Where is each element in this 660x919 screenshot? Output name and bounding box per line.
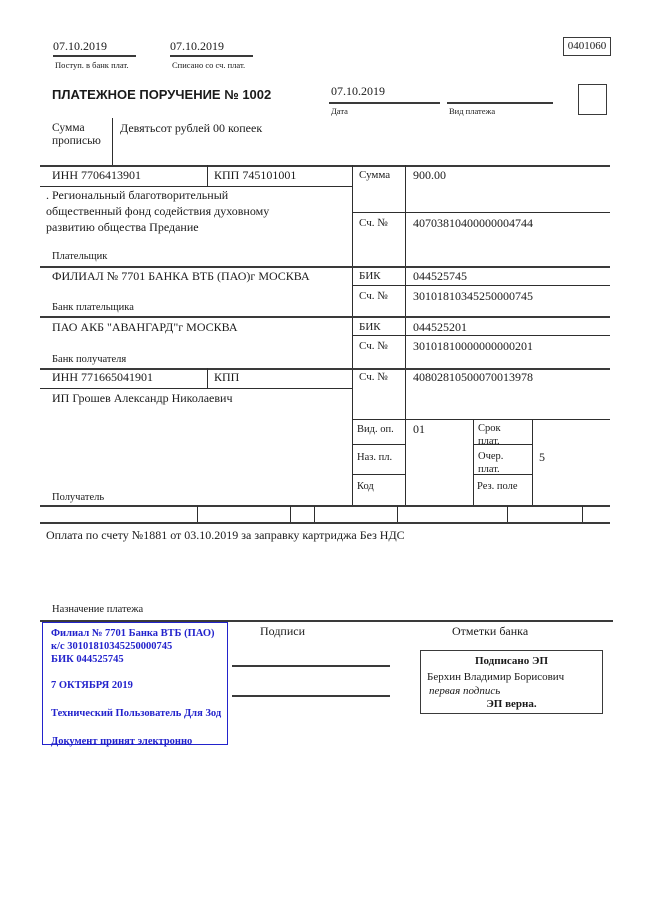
op-reserve-label: Рез. поле [477, 481, 518, 492]
beneficiary-inn-row-line [40, 388, 352, 389]
budget-cell-divider [582, 506, 583, 522]
op-type-label: Вид. оп. [357, 424, 394, 435]
payer-kpp: КПП 745101001 [214, 168, 297, 182]
beneficiary-section-line [40, 505, 610, 507]
payer-bank-bik-line [352, 285, 610, 286]
beneficiary-account: 40802810500070013978 [413, 370, 533, 384]
esign-valid: ЭП верна. [486, 698, 537, 710]
stamp-bank-name: Филиал № 7701 Банка ВТБ (ПАО) [51, 628, 215, 639]
received-underline [53, 55, 136, 57]
payer-inn-row-line [40, 186, 352, 187]
beneficiary-section-label: Получатель [52, 492, 105, 503]
signatures-label: Подписи [260, 624, 306, 638]
payer-name-line: . Региональный благотворительный [46, 188, 229, 202]
payer-inn: ИНН 7706413901 [52, 168, 141, 182]
payment-type-label: Вид платежа [449, 106, 496, 116]
beneficiary-bank-account: 30101810000000000201 [413, 339, 533, 353]
budget-cell-divider [397, 506, 398, 522]
op-table-divider-2 [532, 419, 533, 506]
op-order-label: Очер. плат. [478, 451, 504, 475]
beneficiary-bank-bik: 044525201 [413, 320, 467, 334]
signature-line-2 [232, 695, 390, 697]
payment-purpose-text: Оплата по счету №1881 от 03.10.2019 за заправку картриджа Без НДС [46, 528, 405, 542]
op-table-divider-1 [473, 419, 474, 506]
stamp-bik: БИК 044525745 [51, 654, 124, 665]
sum-label: Сумма [359, 169, 391, 181]
beneficiary-name: ИП Грошев Александр Николаевич [52, 391, 233, 405]
esign-note: первая подпись [429, 685, 501, 697]
stamp-date: 7 ОКТЯБРЯ 2019 [51, 680, 133, 691]
payer-bank-bik-label: БИК [359, 270, 381, 282]
payer-section-line [40, 266, 610, 268]
signature-line-1 [232, 665, 390, 667]
payment-purpose-label: Назначение платежа [52, 604, 144, 615]
op-term-label: Срок плат. [478, 423, 501, 447]
beneficiary-bank-bik-label: БИК [359, 321, 381, 333]
beneficiary-inn: ИНН 771665041901 [52, 370, 153, 384]
beneficiary-bank-name: ПАО АКБ "АВАНГАРД"г МОСКВА [52, 320, 238, 334]
esign-title: Подписано ЭП [474, 655, 549, 667]
received-in-bank-label: Поступ. в банк плат. [55, 60, 129, 70]
stamp-accepted: Документ принят электронно [51, 736, 193, 747]
budget-row-bottom-line [40, 522, 610, 524]
esign-box [420, 650, 603, 714]
date-underline [329, 102, 440, 104]
op-code-label: Код [357, 481, 374, 492]
esign-signer-name: Берхин Владимир Борисович [427, 671, 565, 683]
document-date: 07.10.2019 [331, 84, 385, 98]
amount-in-words-label: Сумма прописью [52, 122, 101, 147]
debited-from-account-date: 07.10.2019 [170, 39, 224, 53]
sum-value: 900.00 [413, 168, 446, 182]
debited-from-account-label: Списано со сч. плат. [172, 60, 246, 70]
sum-row-line [352, 212, 610, 213]
debited-underline [170, 55, 253, 57]
op-row-line-2a [352, 474, 405, 475]
payment-type-underline [447, 102, 553, 104]
payer-bank-account: 30101810345250000745 [413, 289, 533, 303]
form-code-box: 0401060 [563, 37, 611, 56]
op-order-value: 5 [539, 450, 545, 464]
beneficiary-bank-section-label: Банк получателя [52, 354, 127, 365]
payment-type-box [578, 84, 607, 115]
op-purpose-code-label: Наз. пл. [357, 452, 393, 463]
payer-name-line: общественный фонд содействия духовному [46, 204, 270, 218]
document-title: ПЛАТЕЖНОЕ ПОРУЧЕНИЕ № 1002 [52, 87, 272, 102]
beneficiary-account-label: Сч. № [359, 371, 388, 383]
beneficiary-bank-account-label: Сч. № [359, 340, 388, 352]
stamp-user: Технический Пользователь Для Зод [51, 708, 222, 719]
amount-in-words-value: Девятьсот рублей 00 копеек [120, 121, 263, 135]
amount-words-divider [112, 118, 113, 165]
payer-bank-name: ФИЛИАЛ № 7701 БАНКА ВТБ (ПАО)г МОСКВА [52, 269, 310, 283]
payer-inn-kpp-divider [207, 165, 208, 186]
payer-name-line: развитию общества Предание [46, 220, 199, 234]
op-table-top-line [352, 419, 610, 420]
op-row-line-1a [352, 444, 405, 445]
date-label: Дата [331, 106, 348, 116]
table-top-line [40, 165, 610, 167]
payer-account: 40703810400000004744 [413, 216, 533, 230]
payer-bank-section-line [40, 316, 610, 318]
budget-cell-divider [507, 506, 508, 522]
payer-account-label: Сч. № [359, 217, 388, 229]
budget-cell-divider [314, 506, 315, 522]
payer-bank-section-label: Банк плательщика [52, 302, 134, 313]
payer-bank-account-label: Сч. № [359, 290, 388, 302]
payer-section-label: Плательщик [52, 251, 108, 262]
beneficiary-inn-kpp-divider [207, 368, 208, 388]
budget-cell-divider [197, 506, 198, 522]
budget-cell-divider [290, 506, 291, 522]
beneficiary-bank-bik-line [352, 335, 610, 336]
payer-bank-bik: 044525745 [413, 269, 467, 283]
bank-electronic-stamp [42, 622, 228, 745]
bank-marks-label: Отметки банка [452, 624, 529, 638]
received-in-bank-date: 07.10.2019 [53, 39, 107, 53]
op-type-value: 01 [413, 422, 425, 436]
beneficiary-kpp: КПП [214, 370, 240, 384]
stamp-corr-account: к/с 30101810345250000745 [51, 641, 173, 652]
